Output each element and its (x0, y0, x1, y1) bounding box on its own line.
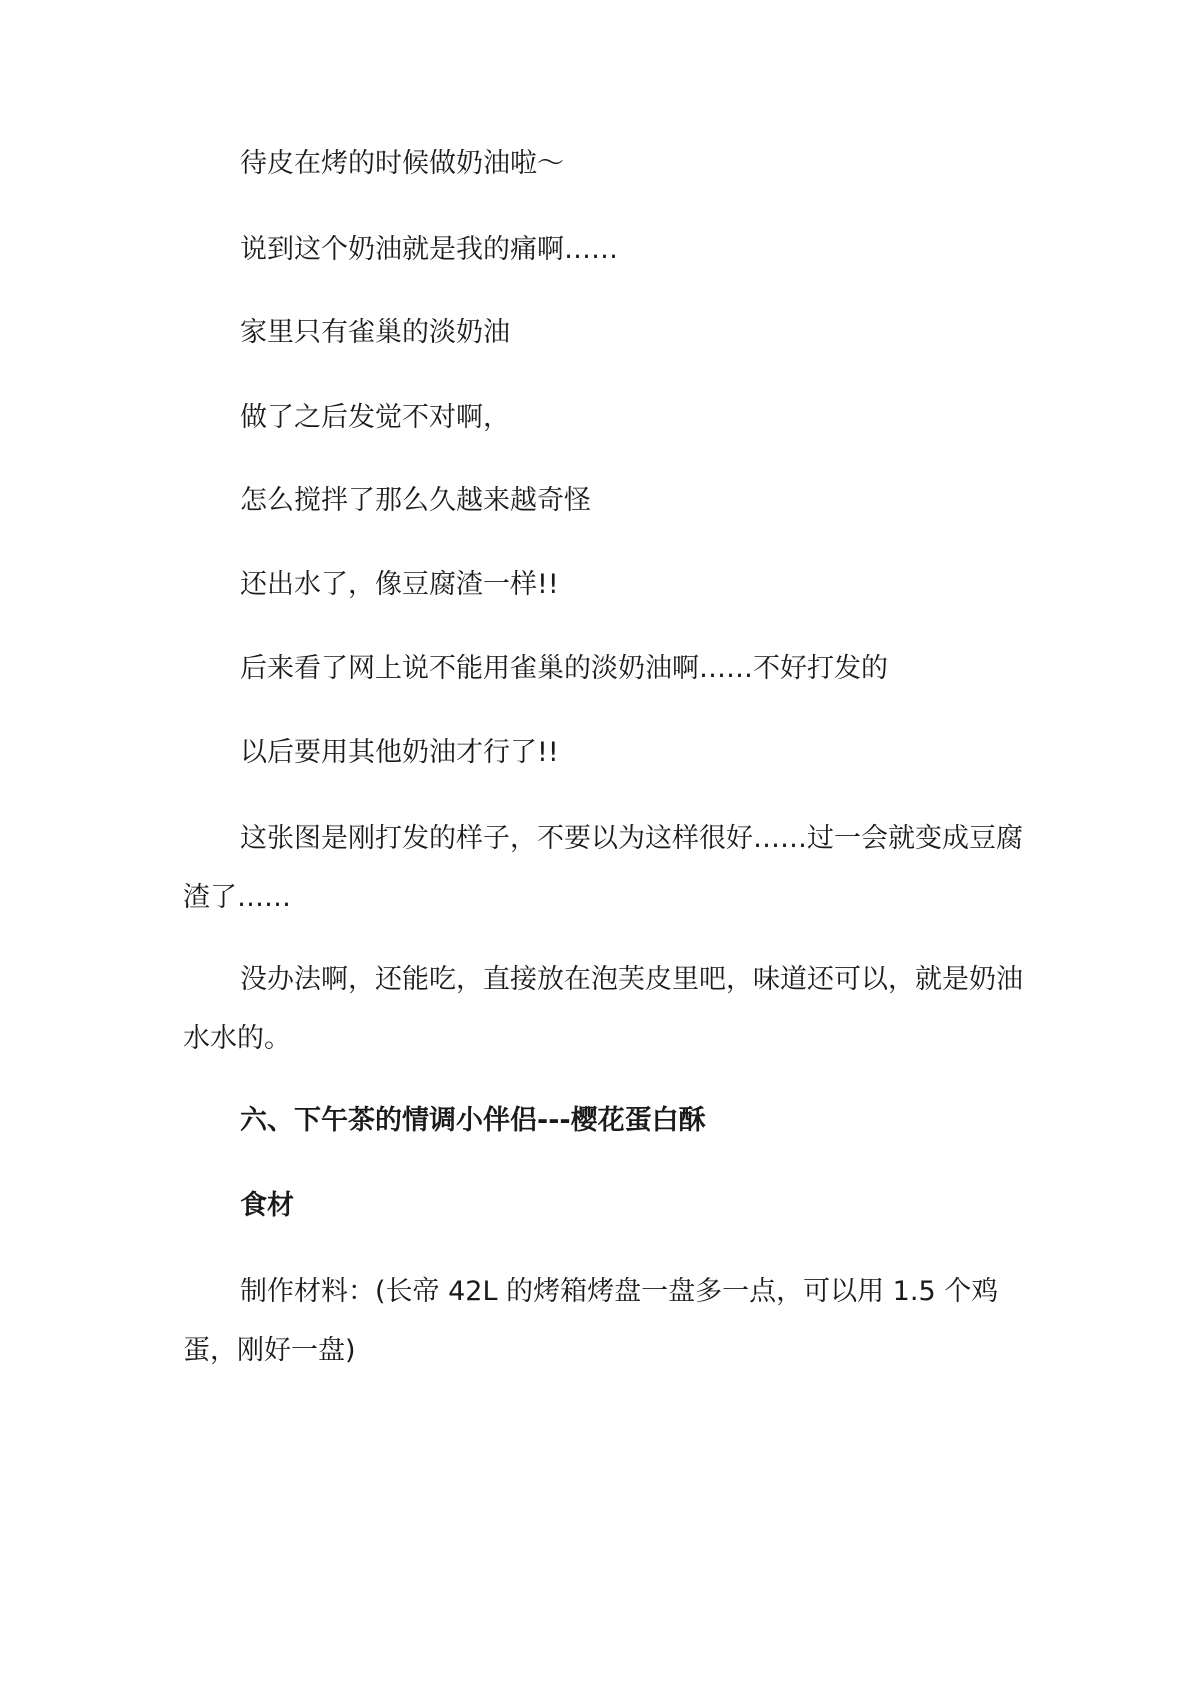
section-heading: 六、下午茶的情调小伴侣---樱花蛋白酥 (240, 1105, 706, 1136)
paragraph-3: 家里只有雀巢的淡奶油 (240, 317, 510, 348)
paragraph-1: 待皮在烤的时候做奶油啦～ (240, 148, 564, 179)
paragraph-9: 这张图是刚打发的样子，不要以为这样很好……过一会就变成豆腐渣了…… (183, 823, 1023, 913)
paragraph-4: 做了之后发觉不对啊， (240, 402, 510, 433)
subheading: 食材 (240, 1190, 294, 1221)
materials-paragraph: 制作材料：(长帝 42L 的烤箱烤盘一盘多一点，可以用 1.5 个鸡蛋，刚好一盘) (183, 1276, 999, 1366)
paragraph-2: 说到这个奶油就是我的痛啊…… (240, 234, 618, 265)
paragraph-8: 以后要用其他奶油才行了!! (240, 737, 559, 768)
paragraph-6: 还出水了，像豆腐渣一样!! (240, 569, 559, 600)
paragraph-5: 怎么搅拌了那么久越来越奇怪 (240, 485, 591, 516)
paragraph-7: 后来看了网上说不能用雀巢的淡奶油啊……不好打发的 (240, 653, 888, 684)
paragraph-10: 没办法啊，还能吃，直接放在泡芙皮里吧，味道还可以，就是奶油水水的。 (183, 964, 1023, 1054)
